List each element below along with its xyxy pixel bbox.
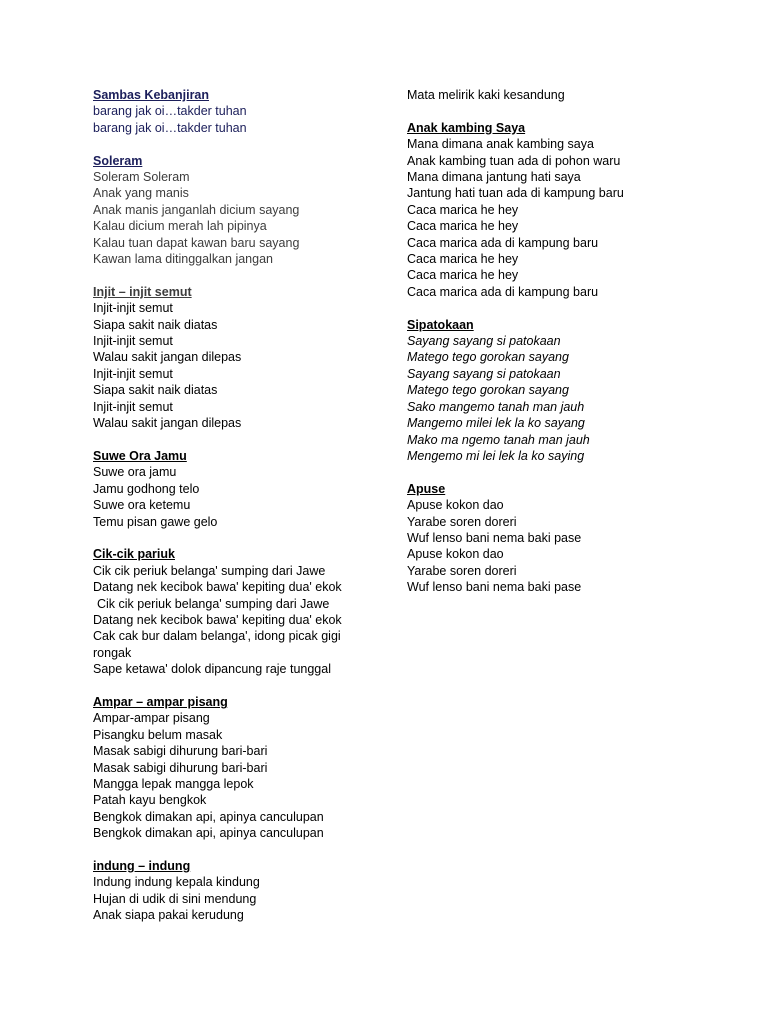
lyric-line: Injit-injit semut [93, 334, 173, 349]
lyric-line: Datang nek kecibok bawa' kepiting dua' ekok [93, 612, 342, 627]
lyric-line: Injit-injit semut [93, 366, 173, 381]
left-column [93, 87, 393, 940]
song-title: Cik-cik pariuk [93, 547, 175, 562]
lyric-line: Temu pisan gawe gelo [93, 514, 218, 529]
song-cik-cik-pariuk [93, 546, 393, 677]
lyric-line: Caca marica ada di kampung baru [407, 235, 599, 250]
lyric-line: Siapa sakit naik diatas [93, 383, 218, 398]
song-title: Soleram [93, 153, 143, 168]
song-suwe-ora-jamu [93, 448, 393, 530]
lyric-line: Walau sakit jangan dilepas [93, 416, 242, 431]
lyric-line: Cik cik periuk belanga' sumping dari Jawe [93, 563, 326, 578]
lyric-line: Apuse kokon dao [407, 547, 504, 562]
lyric-line: Jantung hati tuan ada di kampung baru [407, 186, 624, 201]
lyric-line: Bengkok dimakan api, apinya canculupan [93, 826, 324, 841]
lyric-line: Indung indung kepala kindung [93, 875, 260, 890]
lyric-line: Caca marica he hey [407, 252, 519, 267]
lyric-line: Datang nek kecibok bawa' kepiting dua' ekok [93, 580, 342, 595]
lyric-line: Mana dimana jantung hati saya [407, 170, 581, 185]
lyric-line: Pisangku belum masak [93, 727, 223, 742]
song-title: Sipatokaan [407, 317, 474, 332]
lyric-line: Soleram Soleram [93, 170, 190, 185]
lyric-line: Matego tego gorokan sayang [407, 350, 569, 365]
lyric-line: Caca marica ada di kampung baru [407, 284, 599, 299]
song-title: Ampar – ampar pisang [93, 694, 228, 709]
lyric-line: Masak sabigi dihurung bari-bari [93, 744, 268, 759]
song-sambas-kebanjiran [93, 87, 393, 136]
song-ampar-ampar-pisang [93, 694, 393, 842]
lyric-line: Mengemo mi lei lek la ko saying [407, 448, 585, 463]
lyric-line: Cik cik periuk belanga' sumping dari Jawe [97, 596, 330, 611]
lyric-line: Wuf lenso bani nema baki pase [407, 580, 582, 595]
lyric-line: Apuse kokon dao [407, 498, 504, 513]
lyric-line: Mangemo milei lek la ko sayang [407, 416, 585, 431]
song-soleram [93, 153, 393, 268]
lyric-line: Kalau dicium merah lah pipinya [93, 219, 267, 234]
lyric-line: Injit-injit semut [93, 301, 173, 316]
lyric-line: Mako ma ngemo tanah man jauh [407, 432, 590, 447]
lyric-line: Ampar-ampar pisang [93, 711, 210, 726]
right-column [407, 87, 707, 612]
lyric-line: Matego tego gorokan sayang [407, 383, 569, 398]
song-title: Injit – injit semut [93, 284, 192, 299]
lyric-line: Sayang sayang si patokaan [407, 366, 561, 381]
lyric-line: Caca marica he hey [407, 219, 519, 234]
song-apuse [407, 481, 707, 596]
song-title: indung – indung [93, 859, 191, 873]
lyric-line: Bengkok dimakan api, apinya canculupan [93, 809, 324, 824]
song-intro-continuation [407, 87, 707, 103]
song-indung-indung [93, 858, 393, 924]
song-sipatokaan [407, 317, 707, 465]
lyric-line: Sape ketawa' dolok dipancung raje tunggal [93, 662, 331, 677]
lyric-line: Walau sakit jangan dilepas [93, 350, 242, 365]
lyric-line: barang jak oi…takder tuhan [93, 120, 247, 135]
song-injit-injit-semut [93, 284, 393, 432]
lyric-line: Hujan di udik di sini mendung [93, 891, 257, 906]
lyric-line: Masak sabigi dihurung bari-bari [93, 760, 268, 775]
lyric-line: Sako mangemo tanah man jauh [407, 399, 585, 414]
lyric-line: Suwe ora jamu [93, 465, 177, 480]
lyric-line: Anak siapa pakai kerudung [93, 908, 244, 923]
lyric-line: Kawan lama ditinggalkan jangan [93, 252, 273, 267]
lyric-line: Wuf lenso bani nema baki pase [407, 530, 582, 545]
lyric-line: Mana dimana anak kambing saya [407, 137, 594, 152]
lyric-line: Mangga lepak mangga lepok [93, 776, 254, 791]
song-title: Sambas Kebanjiran [93, 88, 210, 102]
song-title: Apuse [407, 481, 446, 496]
lyric-line: Caca marica he hey [407, 202, 519, 217]
lyric-line: Mata melirik kaki kesandung [407, 88, 565, 102]
lyric-line: Yarabe soren doreri [407, 514, 517, 529]
lyric-line: Siapa sakit naik diatas [93, 317, 218, 332]
song-title: Suwe Ora Jamu [93, 448, 187, 463]
lyric-line: Anak kambing tuan ada di pohon waru [407, 153, 621, 168]
lyric-line: Patah kayu bengkok [93, 793, 207, 808]
lyric-line: Jamu godhong telo [93, 481, 200, 496]
lyric-line: Anak yang manis [93, 186, 189, 201]
lyric-line: Yarabe soren doreri [407, 563, 517, 578]
lyric-line: Cak cak bur dalam belanga', idong picak gigi rongak [93, 629, 341, 660]
lyric-line: Anak manis janganlah dicium sayang [93, 202, 300, 217]
song-anak-kambing-saya [407, 120, 707, 300]
lyric-line: Injit-injit semut [93, 399, 173, 414]
lyric-line: Sayang sayang si patokaan [407, 334, 561, 349]
lyric-line: Suwe ora ketemu [93, 498, 191, 513]
lyric-line: barang jak oi…takder tuhan [93, 104, 247, 119]
lyric-line: Caca marica he hey [407, 268, 519, 283]
song-title: Anak kambing Saya [407, 120, 526, 135]
lyric-line: Kalau tuan dapat kawan baru sayang [93, 235, 300, 250]
